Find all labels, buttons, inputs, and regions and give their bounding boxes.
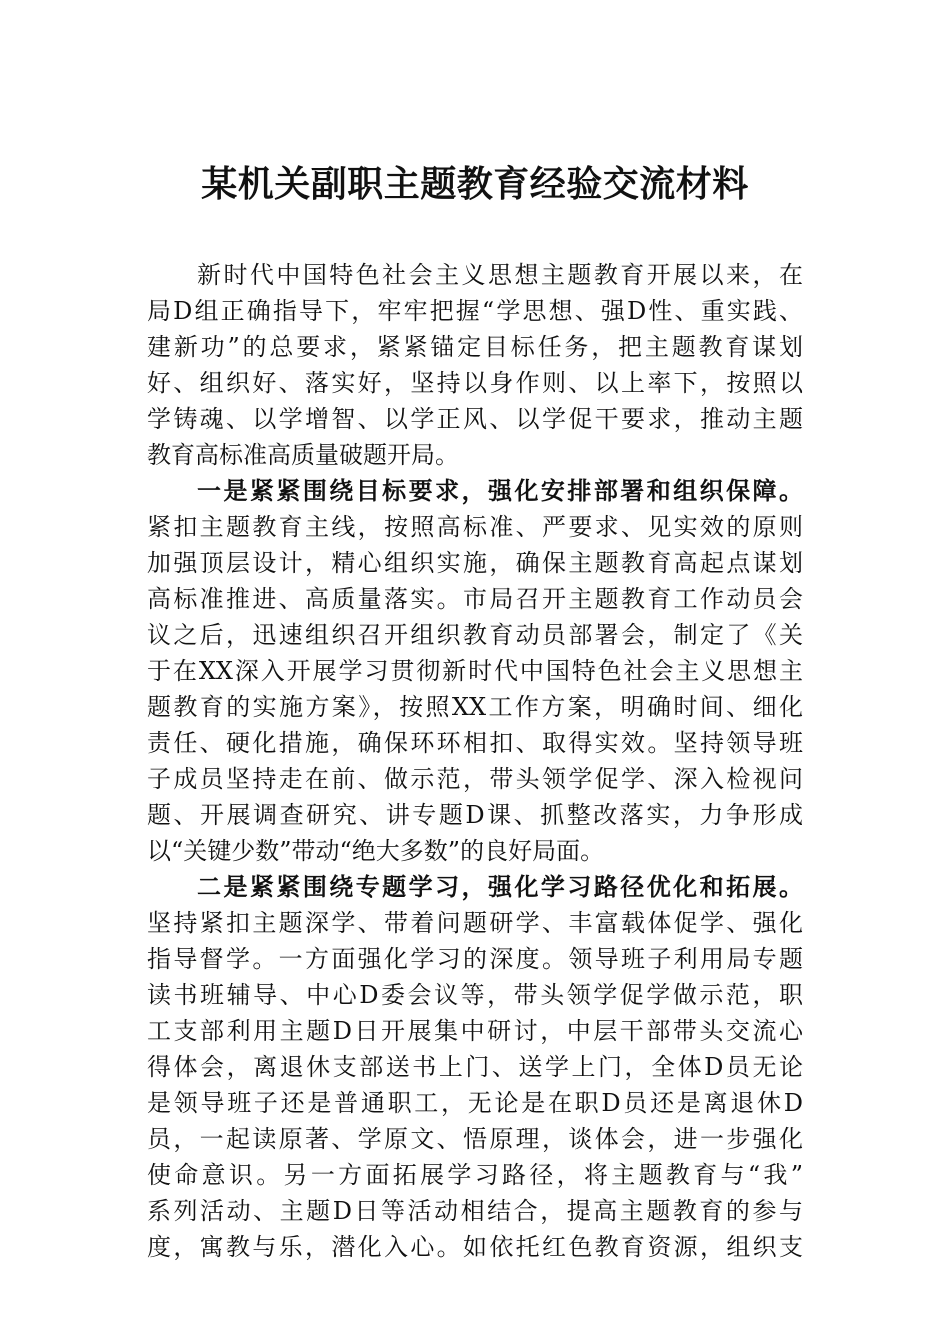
paragraph-line: 于在XX深入开展学习贯彻新时代中国特色社会主义思想主 [147, 657, 803, 685]
paragraph-line: 题、开展调查研究、讲专题D课、抓整改落实，力争形成 [147, 801, 803, 829]
section-heading-1: 一是紧紧围绕目标要求，强化安排部署和组织保障。 [197, 476, 803, 505]
paragraph-line: 指导督学。一方面强化学习的深度。领导班子利用局专题 [147, 945, 803, 973]
paragraph-line: 子成员坚持走在前、做示范，带头领学促学、深入检视问 [147, 765, 803, 793]
paragraph-line: 教育高标准高质量破题开局。 [147, 441, 459, 469]
paragraph-line: 学铸魂、以学增智、以学正风、以学促干要求，推动主题 [147, 405, 803, 433]
paragraph-line: 紧扣主题教育主线，按照高标准、严要求、见实效的原则 [147, 513, 803, 541]
paragraph-line: 新时代中国特色社会主义思想主题教育开展以来，在 [197, 261, 803, 289]
paragraph-line: 加强顶层设计，精心组织实施，确保主题教育高起点谋划 [147, 549, 803, 577]
paragraph-line: 读书班辅导、中心D委会议等，带头领学促学做示范，职 [147, 981, 803, 1009]
paragraph-line: 得体会，离退休支部送书上门、送学上门，全体D员无论 [147, 1053, 803, 1081]
paragraph-line: 工支部利用主题D日开展集中研讨，中层干部带头交流心 [147, 1017, 803, 1045]
paragraph-line: 以“关键少数”带动“绝大多数”的良好局面。 [147, 837, 605, 865]
section-heading-2: 二是紧紧围绕专题学习，强化学习路径优化和拓展。 [197, 872, 803, 901]
paragraph-line: 坚持紧扣主题深学、带着问题研学、丰富载体促学、强化 [147, 909, 803, 937]
paragraph-line: 使命意识。另一方面拓展学习路径，将主题教育与“我” [147, 1161, 803, 1189]
paragraph-line: 是领导班子还是普通职工，无论是在职D员还是离退休D [147, 1089, 803, 1117]
paragraph-line: 好、组织好、落实好，坚持以身作则、以上率下，按照以 [147, 369, 803, 397]
paragraph-line: 系列活动、主题D日等活动相结合，提高主题教育的参与 [147, 1197, 803, 1225]
paragraph-line: 高标准推进、高质量落实。市局召开主题教育工作动员会 [147, 585, 803, 613]
paragraph-line: 度，寓教与乐，潜化入心。如依托红色教育资源，组织支 [147, 1233, 803, 1261]
paragraph-line: 局D组正确指导下，牢牢把握“学思想、强D性、重实践、 [147, 297, 803, 325]
paragraph-line: 题教育的实施方案》，按照XX工作方案，明确时间、细化 [147, 693, 803, 721]
paragraph-line: 员，一起读原著、学原文、悟原理，谈体会，进一步强化 [147, 1125, 803, 1153]
paragraph-line: 建新功”的总要求，紧紧锚定目标任务，把主题教育谋划 [147, 333, 803, 361]
paragraph-line: 责任、硬化措施，确保环环相扣、取得实效。坚持领导班 [147, 729, 803, 757]
document-title: 某机关副职主题教育经验交流材料 [201, 163, 749, 205]
paragraph-line: 议之后，迅速组织召开组织教育动员部署会，制定了《关 [147, 621, 803, 649]
